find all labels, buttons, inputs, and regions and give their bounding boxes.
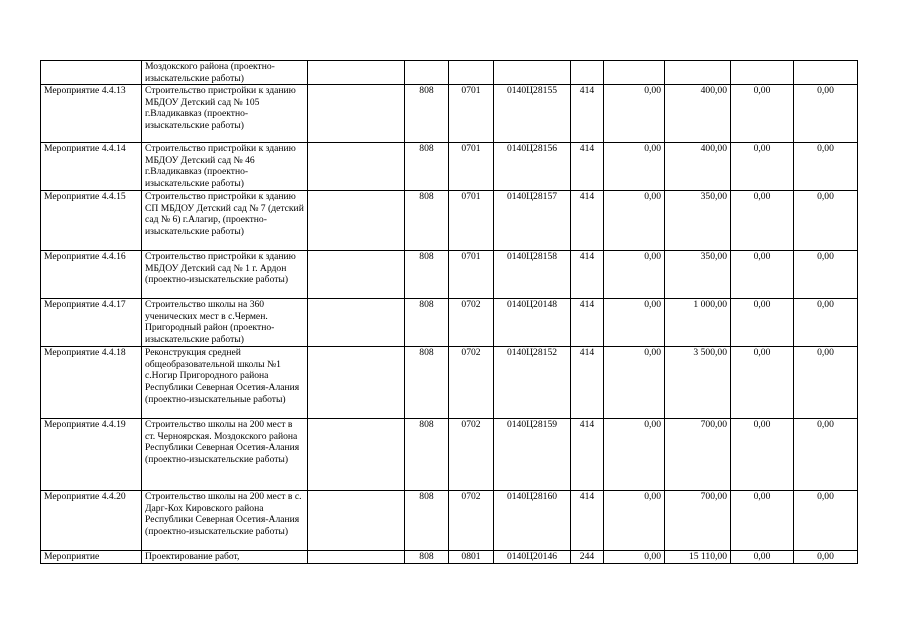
empty-cell [308, 143, 405, 191]
cell-v3: 0,00 [731, 551, 794, 564]
cell-v2: 350,00 [665, 191, 731, 251]
cell-vr: 414 [571, 143, 604, 191]
budget-table [40, 60, 858, 564]
cell-v4: 0,00 [794, 347, 858, 419]
cell-desc: Строительство пристройки к зданию МБДОУ Детский сад № 1 г. Ардон (проектно-изыскательские работы) [142, 251, 308, 299]
table-row [41, 251, 858, 299]
empty-cell [308, 61, 405, 85]
cell-v1: 0,00 [604, 251, 665, 299]
cell-vr: 244 [571, 551, 604, 564]
cell-rz: 0702 [449, 299, 494, 347]
cell-rz: 0801 [449, 551, 494, 564]
cell-rz: 0701 [449, 251, 494, 299]
empty-cell [308, 491, 405, 551]
cell-v3: 0,00 [731, 419, 794, 491]
cell-vr: 414 [571, 299, 604, 347]
cell-vr: 414 [571, 419, 604, 491]
cell-v2 [665, 61, 731, 85]
cell-v1: 0,00 [604, 419, 665, 491]
cell-gr: 808 [405, 347, 449, 419]
cell-v3: 0,00 [731, 299, 794, 347]
empty-cell [308, 299, 405, 347]
empty-cell [308, 251, 405, 299]
cell-vr [571, 61, 604, 85]
cell-desc: Моздокского района (проектно-изыскательские работы) [142, 61, 308, 85]
cell-v1 [604, 61, 665, 85]
cell-gr [405, 61, 449, 85]
cell-name: Мероприятие 4.4.15 [41, 191, 142, 251]
table-row [41, 143, 858, 191]
cell-desc: Проектирование работ, [142, 551, 308, 564]
table-row [41, 551, 858, 564]
cell-v4: 0,00 [794, 251, 858, 299]
cell-rz: 0702 [449, 419, 494, 491]
cell-name: Мероприятие 4.4.13 [41, 85, 142, 143]
table-body [41, 61, 858, 564]
cell-v4: 0,00 [794, 491, 858, 551]
cell-name: Мероприятие 4.4.17 [41, 299, 142, 347]
empty-cell [308, 347, 405, 419]
cell-name: Мероприятие 4.4.18 [41, 347, 142, 419]
cell-desc: Реконструкция средней общеобразовательной школы №1 с.Ногир Пригородного района Республики Северная Осетия-Алания (проектно-изыскательные работы) [142, 347, 308, 419]
cell-cs: 0140Ц28152 [494, 347, 571, 419]
cell-desc: Строительство пристройки к зданию СП МБДОУ Детский сад № 7 (детский сад № 6) г.Алагир, (проектно-изыскательские работы) [142, 191, 308, 251]
cell-vr: 414 [571, 85, 604, 143]
cell-vr: 414 [571, 191, 604, 251]
cell-rz: 0701 [449, 143, 494, 191]
cell-v1: 0,00 [604, 299, 665, 347]
cell-desc: Строительство пристройки к зданию МБДОУ Детский сад № 46 г.Владикавказ (проектно-изыскательские работы) [142, 143, 308, 191]
cell-v2: 700,00 [665, 491, 731, 551]
cell-vr: 414 [571, 491, 604, 551]
cell-cs: 0140Ц28155 [494, 85, 571, 143]
cell-gr: 808 [405, 419, 449, 491]
cell-desc: Строительство школы на 200 мест в с. Дарг-Кох Кировского района Республики Северная Осетия-Алания (проектно-изыскательские работы) [142, 491, 308, 551]
cell-v3: 0,00 [731, 251, 794, 299]
cell-gr: 808 [405, 85, 449, 143]
cell-v3: 0,00 [731, 491, 794, 551]
table-row [41, 347, 858, 419]
cell-desc: Строительство школы на 200 мест в ст. Черноярская. Моздокского района Республики Северная Осетия-Алания (проектно-изыскательские работы) [142, 419, 308, 491]
cell-v4: 0,00 [794, 85, 858, 143]
cell-v2: 1 000,00 [665, 299, 731, 347]
cell-v2: 15 110,00 [665, 551, 731, 564]
cell-rz [449, 61, 494, 85]
table-row [41, 191, 858, 251]
cell-desc: Строительство школы на 360 ученических мест в с.Чермен. Пригородный район (проектно-изыскательские работы) [142, 299, 308, 347]
cell-v3: 0,00 [731, 347, 794, 419]
cell-vr: 414 [571, 251, 604, 299]
cell-v1: 0,00 [604, 85, 665, 143]
cell-gr: 808 [405, 251, 449, 299]
cell-cs: 0140Ц28157 [494, 191, 571, 251]
cell-v2: 700,00 [665, 419, 731, 491]
cell-v4: 0,00 [794, 419, 858, 491]
cell-v4: 0,00 [794, 551, 858, 564]
cell-name: Мероприятие 4.4.14 [41, 143, 142, 191]
cell-cs: 0140Ц28160 [494, 491, 571, 551]
cell-gr: 808 [405, 491, 449, 551]
cell-v2: 350,00 [665, 251, 731, 299]
cell-name [41, 61, 142, 85]
cell-v1: 0,00 [604, 491, 665, 551]
table-row [41, 85, 858, 143]
cell-v2: 400,00 [665, 85, 731, 143]
cell-v3 [731, 61, 794, 85]
cell-name: Мероприятие 4.4.16 [41, 251, 142, 299]
cell-cs: 0140Ц20148 [494, 299, 571, 347]
cell-gr: 808 [405, 191, 449, 251]
cell-name: Мероприятие 4.4.19 [41, 419, 142, 491]
cell-rz: 0702 [449, 347, 494, 419]
cell-gr: 808 [405, 551, 449, 564]
cell-v4: 0,00 [794, 191, 858, 251]
table-row [41, 61, 858, 85]
cell-v3: 0,00 [731, 191, 794, 251]
cell-cs: 0140Ц28156 [494, 143, 571, 191]
cell-v2: 3 500,00 [665, 347, 731, 419]
cell-rz: 0701 [449, 85, 494, 143]
table-row [41, 491, 858, 551]
cell-desc: Строительство пристройки к зданию МБДОУ Детский сад № 105 г.Владикавказ (проектно-изыскательские работы) [142, 85, 308, 143]
cell-v3: 0,00 [731, 143, 794, 191]
cell-rz: 0701 [449, 191, 494, 251]
empty-cell [308, 85, 405, 143]
cell-v1: 0,00 [604, 191, 665, 251]
cell-v2: 400,00 [665, 143, 731, 191]
cell-v3: 0,00 [731, 85, 794, 143]
empty-cell [308, 551, 405, 564]
cell-gr: 808 [405, 143, 449, 191]
cell-gr: 808 [405, 299, 449, 347]
empty-cell [308, 419, 405, 491]
cell-cs: 0140Ц28159 [494, 419, 571, 491]
cell-v4: 0,00 [794, 299, 858, 347]
cell-cs [494, 61, 571, 85]
cell-v4 [794, 61, 858, 85]
cell-vr: 414 [571, 347, 604, 419]
cell-v4: 0,00 [794, 143, 858, 191]
cell-cs: 0140Ц20146 [494, 551, 571, 564]
table-row [41, 299, 858, 347]
cell-name: Мероприятие [41, 551, 142, 564]
cell-rz: 0702 [449, 491, 494, 551]
cell-v1: 0,00 [604, 551, 665, 564]
empty-cell [308, 191, 405, 251]
cell-cs: 0140Ц28158 [494, 251, 571, 299]
cell-v1: 0,00 [604, 143, 665, 191]
cell-name: Мероприятие 4.4.20 [41, 491, 142, 551]
table-row [41, 419, 858, 491]
cell-v1: 0,00 [604, 347, 665, 419]
